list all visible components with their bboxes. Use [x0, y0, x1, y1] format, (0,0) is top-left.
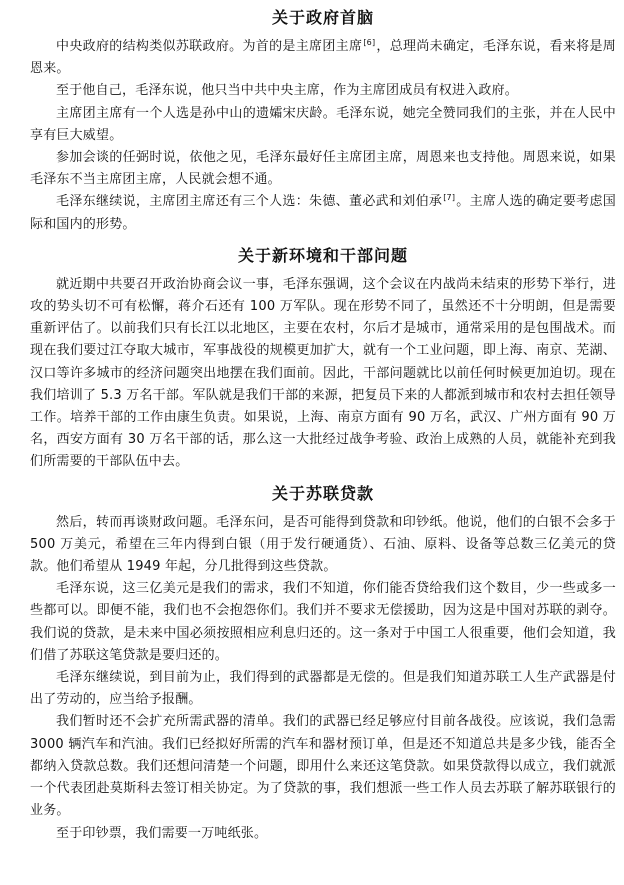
paragraph: 毛泽东说，这三亿美元是我们的需求，我们不知道，你们能否贷给我们这个数目，少一些或多一些都可以。即便不能，我们也不会抱怨你们。我们并不要求无偿援助，因为这是中国对苏联的剥夺。我们说的贷款，是未来中国必须按照相应利息归还的。这一条对于中国工人很重要，他们会知道，我们借了苏联这笔贷款是要归还的。 [30, 581, 616, 663]
section-heading: 关于政府首脑 [271, 8, 374, 27]
paragraph: 然后，转而再谈财政问题。毛泽东问，是否可能得到贷款和印钞纸。他说，他们的白银不会多于 500 万美元，希望在三年内得到白银（用于发行硬通货）、石油、原料、设备等总数三亿美元的贷款。他们希望从 1949 年起，分几批得到这些贷款。 [30, 514, 616, 575]
paragraph [30, 191, 616, 235]
paragraph: 就近期中共要召开政治协商会议一事，毛泽东强调，这个会议在内战尚未结束的形势下举行，进攻的势头切不可有松懈，蒋介石还有 100 万军队。现在形势不同了，虽然还不十分明朗，但是需要重新评估了。以前我们只有长江以北地区，主要在农村，尔后才是城市，通常采用的是包围战术。而现在我们要过江夺取大城市，军事战役的规模更加扩大，就有一个工业问题，即上海、南京、芜湖、汉口等许多城市的经济问题突出地摆在我们面前。因此，干部问题就比以前任何时候更加迫切。现在我们培训了 5.3 万名干部。军队就是我们干部的来源，把复员下来的人都派到城市和农村去担任领导工作。培养干部的工作由康生负责。如果说，上海、南京方面有 90 万名，武汉、广州方面有 90 万名，西安方面有 30 万名干部的话，那么这一大批经过战争考验、政治上成熟的人员，就能补充到我们所需要的干部队伍中去。 [30, 276, 616, 470]
paragraph: 至于他自己，毛泽东说，他只当中共中央主席，作为主席团成员有权进入政府。 [56, 83, 519, 99]
section-soviet-loan [30, 484, 616, 845]
section-heading: 关于新环境和干部问题 [237, 245, 408, 265]
paragraph: 至于印钞票，我们需要一万吨纸张。 [56, 825, 268, 841]
paragraph-text: 。主席人选的确定要考虑国际和国内的形势。 [30, 194, 616, 232]
footnote-marker[interactable]: [7] [443, 193, 456, 203]
paragraph: 毛泽东继续说，到目前为止，我们得到的武器都是无偿的。但是我们知道苏联工人生产武器是付出了劳动的，应当给予报酬。 [30, 670, 616, 708]
footnote-marker[interactable]: [6] [363, 37, 376, 47]
paragraph-text: 毛泽东继续说，主席团主席还有三个人选：朱德、董必武和刘伯承 [56, 194, 443, 210]
section-heading: 关于苏联贷款 [271, 483, 374, 503]
section-government-head [30, 8, 616, 236]
paragraph [30, 36, 616, 80]
paragraph: 参加会谈的任弼时说，依他之见，毛泽东最好任主席团主席，周恩来也支持他。周恩来说，如果毛泽东不当主席团主席，人民就会想不通。 [30, 150, 616, 188]
section-cadre-issues [30, 246, 616, 474]
paragraph-text: ，总理尚未确定，毛泽东说，看来将是周恩来。 [30, 39, 616, 77]
paragraph: 主席团主席有一个人选是孙中山的遗孀宋庆龄。毛泽东说，她完全赞同我们的主张，并在人民中享有巨大威望。 [30, 105, 616, 143]
paragraph: 我们暂时还不会扩充所需武器的清单。我们的武器已经足够应付目前各战役。应该说，我们急需 3000 辆汽车和汽油。我们已经拟好所需的汽车和器材预订单，但是还不知道总共是多少钱，能否全都纳入贷款总数。我们还想问清楚一个问题，即用什么来还这笔贷款。如果贷款得以成立，我们就派一个代表团赴莫斯科去签订相关协定。为了贷款的事，我们想派一些工作人员去苏联了解苏联银行的业务。 [30, 714, 616, 819]
paragraph-text: 中央政府的结构类似苏联政府。为首的是主席团主席 [56, 39, 363, 54]
